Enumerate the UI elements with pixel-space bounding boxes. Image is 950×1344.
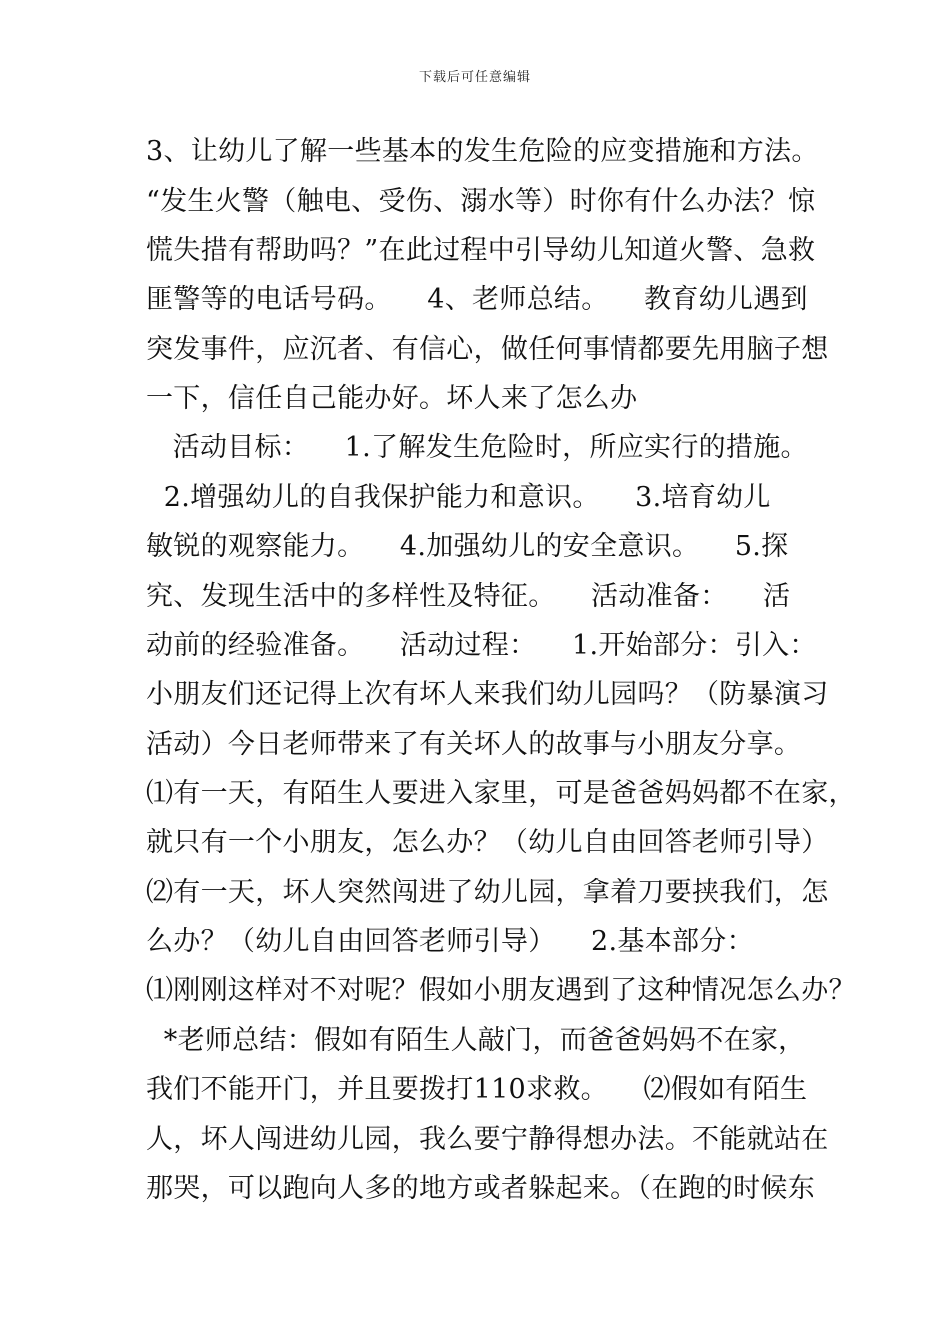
- text-line: 敏锐的观察能力。 4.加强幼儿的安全意识。 5.探: [146, 531, 789, 562]
- text-line: 小朋友们还记得上次有坏人来我们幼儿园吗？（防暴演习: [146, 679, 829, 710]
- text-line: 一下，信任自己能办好。坏人来了怎么办: [146, 383, 638, 414]
- text-line: 我们不能开门，并且要拨打110求救。 ⑵假如有陌生: [146, 1074, 808, 1105]
- text-line: 匪警等的电话号码。 4、老师总结。 教育幼儿遇到: [146, 284, 808, 315]
- text-line: 2.增强幼儿的自我保护能力和意识。 3.培育幼儿: [146, 482, 771, 513]
- text-line: 慌失措有帮助吗？”在此过程中引导幼儿知道火警、急救: [146, 235, 816, 266]
- text-line: 么办？（幼儿自由回答老师引导） 2.基本部分：: [146, 926, 754, 957]
- text-line: 究、发现生活中的多样性及特征。 活动准备： 活: [146, 581, 791, 612]
- text-line: 活动）今日老师带来了有关坏人的故事与小朋友分享。: [146, 729, 802, 760]
- text-line: ⑴刚刚这样对不对呢？假如小朋友遇到了这种情况怎么办？: [146, 975, 856, 1006]
- text-line: 那哭，可以跑向人多的地方或者躲起来。（在跑的时候东: [146, 1173, 815, 1204]
- text-line: ⑵有一天，坏人突然闯进了幼儿园，拿着刀要挟我们，怎: [146, 877, 829, 908]
- text-line: 突发事件，应沉者、有信心，做任何事情都要先用脑子想: [146, 334, 829, 365]
- text-line: 3、让幼儿了解一些基本的发生危险的应变措施和方法。: [146, 136, 819, 167]
- page-header: 下载后可任意编辑: [418, 70, 531, 85]
- text-line: 动前的经验准备。 活动过程： 1.开始部分：引入：: [146, 630, 817, 661]
- text-line: “发生火警（触电、受伤、溺水等）时你有什么办法？惊: [146, 186, 816, 217]
- text-line: 人，坏人闯进幼儿园，我么要宁静得想办法。不能就站在: [146, 1124, 829, 1155]
- text-line: *老师总结：假如有陌生人敲门，而爸爸妈妈不在家，: [146, 1025, 806, 1056]
- text-line: ⑴有一天，有陌生人要进入家里，可是爸爸妈妈都不在家，: [146, 778, 856, 809]
- text-line: 活动目标： 1.了解发生危险时，所应实行的措施。: [146, 432, 808, 463]
- text-line: 就只有一个小朋友，怎么办？（幼儿自由回答老师引导）: [146, 827, 829, 858]
